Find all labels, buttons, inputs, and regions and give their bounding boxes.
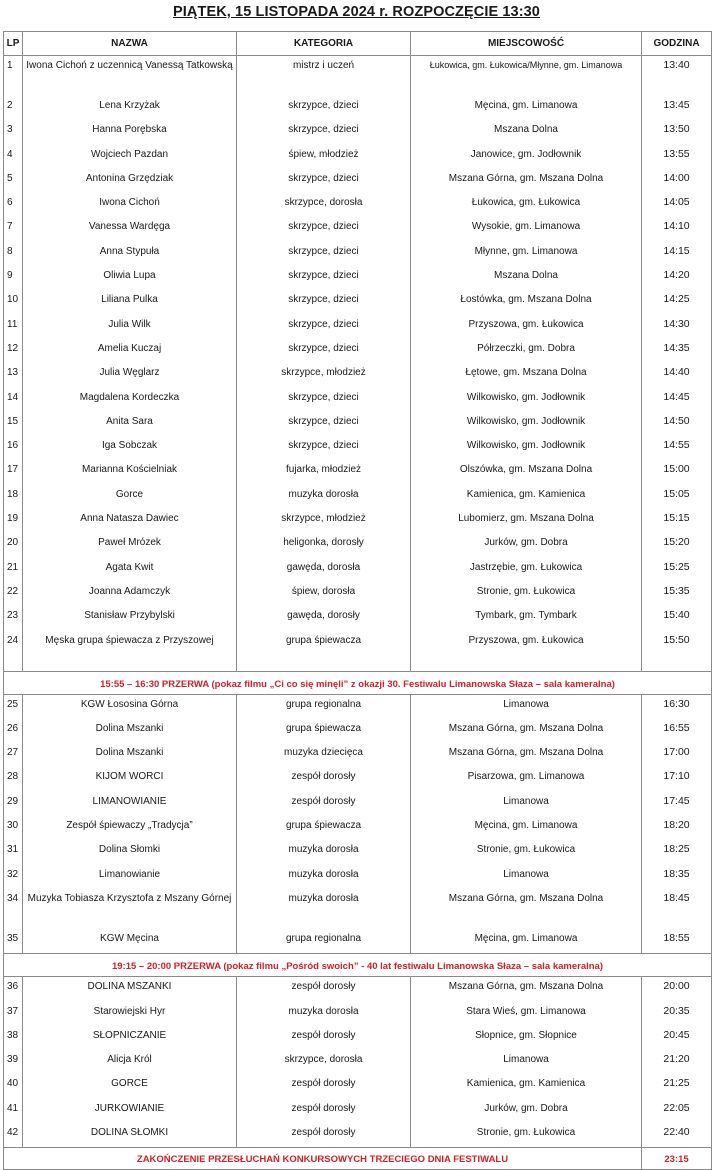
performer-location: Wilkowisko, gm. Jodłownik	[411, 436, 642, 460]
table-row	[4, 56, 712, 97]
performer-name: KIJOM WORCI	[23, 767, 237, 791]
column-header-location: MIEJSCOWOŚĆ	[411, 32, 642, 56]
table-row	[4, 792, 712, 816]
row-number: 6	[4, 193, 23, 217]
table-row	[4, 719, 712, 743]
row-number: 4	[4, 145, 23, 169]
performer-location: Stronie, gm. Łukowica	[411, 582, 642, 606]
performer-category: skrzypce, dzieci	[237, 169, 411, 193]
performance-time: 18:55	[642, 929, 712, 954]
table-row	[4, 1074, 712, 1098]
performer-category: skrzypce, dzieci	[237, 290, 411, 314]
performer-category: zespół dorosły	[237, 977, 411, 1002]
row-number: 25	[4, 694, 23, 719]
table-row	[4, 1123, 712, 1148]
row-number: 13	[4, 363, 23, 387]
performer-location: Pisarzowa, gm. Limanowa	[411, 767, 642, 791]
performer-location: Mszana Górna, gm. Mszana Dolna	[411, 169, 642, 193]
performer-location: Kamienica, gm. Kamienica	[411, 1074, 642, 1098]
performer-location: Stara Wieś, gm. Limanowa	[411, 1002, 642, 1026]
row-number: 20	[4, 533, 23, 557]
performer-name: Anna Natasza Dawiec	[23, 509, 237, 533]
performance-time: 21:25	[642, 1074, 712, 1098]
row-number: 22	[4, 582, 23, 606]
performer-category: muzyka dziecięca	[237, 743, 411, 767]
row-number: 16	[4, 436, 23, 460]
performer-category: zespół dorosły	[237, 1026, 411, 1050]
performance-time: 15:40	[642, 606, 712, 630]
performer-category: zespół dorosły	[237, 1123, 411, 1148]
performer-location: Przyszowa, gm. Łukowica	[411, 315, 642, 339]
performer-name: Oliwia Lupa	[23, 266, 237, 290]
performer-name: Dolina Mszanki	[23, 743, 237, 767]
performer-location: Męcina, gm. Limanowa	[411, 816, 642, 840]
performer-name: Wojciech Pazdan	[23, 145, 237, 169]
row-number: 21	[4, 558, 23, 582]
performer-category: skrzypce, dzieci	[237, 315, 411, 339]
performer-category: skrzypce, dzieci	[237, 339, 411, 363]
performance-time: 21:20	[642, 1050, 712, 1074]
performer-category: mistrz i uczeń	[237, 56, 411, 97]
performer-name: LIMANOWIANIE	[23, 792, 237, 816]
performer-category: skrzypce, dzieci	[237, 436, 411, 460]
performance-time: 15:05	[642, 485, 712, 509]
performance-time: 20:00	[642, 977, 712, 1002]
performer-location: Słopnice, gm. Słopnice	[411, 1026, 642, 1050]
performer-location: Stronie, gm. Łukowica	[411, 840, 642, 864]
performer-name: Iwona Cichoń z uczennicą Vanessą Tatkowską	[23, 56, 237, 97]
table-row	[4, 558, 712, 582]
performer-category: skrzypce, młodzież	[237, 509, 411, 533]
row-number: 31	[4, 840, 23, 864]
performance-time: 13:55	[642, 145, 712, 169]
performer-category: skrzypce, młodzież	[237, 363, 411, 387]
table-row	[4, 929, 712, 954]
table-row	[4, 485, 712, 509]
table-row	[4, 816, 712, 840]
performer-name: KGW Męcina	[23, 929, 237, 954]
performance-time: 14:25	[642, 290, 712, 314]
row-number: 38	[4, 1026, 23, 1050]
performance-time: 22:05	[642, 1099, 712, 1123]
performance-time: 20:45	[642, 1026, 712, 1050]
performer-name: Limanowianie	[23, 865, 237, 889]
performer-location: Półrzeczki, gm. Dobra	[411, 339, 642, 363]
performer-location: Męcina, gm. Limanowa	[411, 96, 642, 120]
performer-category: skrzypce, dzieci	[237, 242, 411, 266]
table-row	[4, 388, 712, 412]
performer-name: Julia Wilk	[23, 315, 237, 339]
performer-name: Lena Krzyżak	[23, 96, 237, 120]
row-number: 42	[4, 1123, 23, 1148]
performer-location: Młynne, gm. Limanowa	[411, 242, 642, 266]
performer-location: Wilkowisko, gm. Jodłownik	[411, 412, 642, 436]
performer-location: Janowice, gm. Jodłownik	[411, 145, 642, 169]
row-number: 17	[4, 460, 23, 484]
performer-location: Łukowica, gm. Łukowica	[411, 193, 642, 217]
performance-time: 18:35	[642, 865, 712, 889]
performer-category: skrzypce, dzieci	[237, 412, 411, 436]
performer-name: Joanna Adamczyk	[23, 582, 237, 606]
performer-location: Mszana Górna, gm. Mszana Dolna	[411, 889, 642, 929]
performer-name: Męska grupa śpiewacza z Przyszowej	[23, 631, 237, 672]
table-row	[4, 767, 712, 791]
table-header-row	[4, 32, 712, 56]
performance-time: 18:25	[642, 840, 712, 864]
performer-name: SŁOPNICZANIE	[23, 1026, 237, 1050]
table-row	[4, 1099, 712, 1123]
performer-category: skrzypce, dorosła	[237, 1050, 411, 1074]
performer-category: grupa śpiewacza	[237, 816, 411, 840]
break-row-2	[4, 954, 712, 977]
performance-time: 15:00	[642, 460, 712, 484]
table-row	[4, 631, 712, 672]
performer-name: Amelia Kuczaj	[23, 339, 237, 363]
table-row	[4, 865, 712, 889]
performance-time: 14:20	[642, 266, 712, 290]
performer-location: Jurków, gm. Dobra	[411, 533, 642, 557]
table-row	[4, 840, 712, 864]
performer-category: muzyka dorosła	[237, 1002, 411, 1026]
row-number: 24	[4, 631, 23, 672]
performer-location: Mszana Górna, gm. Mszana Dolna	[411, 719, 642, 743]
row-number: 7	[4, 217, 23, 241]
performance-time: 15:15	[642, 509, 712, 533]
performer-category: skrzypce, dzieci	[237, 388, 411, 412]
performer-name: Starowiejski Hyr	[23, 1002, 237, 1026]
performer-category: skrzypce, dzieci	[237, 217, 411, 241]
performer-location: Mszana Górna, gm. Mszana Dolna	[411, 977, 642, 1002]
table-row	[4, 606, 712, 630]
performer-category: muzyka dorosła	[237, 865, 411, 889]
performer-name: Muzyka Tobiasza Krzysztofa z Mszany Górnej	[23, 889, 237, 929]
performer-category: heligonka, dorosły	[237, 533, 411, 557]
row-number: 10	[4, 290, 23, 314]
break-text: 15:55 – 16:30 PRZERWA (pokaz filmu „Ci co się minęli” z okazji 30. Festiwalu Limanowska Słaza – sala kameralna)	[4, 671, 712, 694]
performer-location: Łętowe, gm. Mszana Dolna	[411, 363, 642, 387]
row-number: 5	[4, 169, 23, 193]
row-number: 28	[4, 767, 23, 791]
schedule-table	[3, 31, 712, 1170]
performer-category: grupa regionalna	[237, 694, 411, 719]
performer-category: grupa śpiewacza	[237, 719, 411, 743]
performer-name: Alicja Król	[23, 1050, 237, 1074]
table-row	[4, 743, 712, 767]
table-row	[4, 169, 712, 193]
row-number: 27	[4, 743, 23, 767]
performance-time: 13:40	[642, 56, 712, 97]
performer-name: DOLINA SŁOMKI	[23, 1123, 237, 1148]
performer-category: grupa śpiewacza	[237, 631, 411, 672]
performance-time: 14:15	[642, 242, 712, 266]
table-row	[4, 193, 712, 217]
performance-time: 20:35	[642, 1002, 712, 1026]
performer-location: Olszówka, gm. Mszana Dolna	[411, 460, 642, 484]
performer-location: Mszana Dolna	[411, 120, 642, 144]
column-header-time: GODZINA	[642, 32, 712, 56]
performer-location: Jastrzębie, gm. Łukowica	[411, 558, 642, 582]
performer-category: skrzypce, dzieci	[237, 96, 411, 120]
performer-name: JURKOWIANIE	[23, 1099, 237, 1123]
performance-time: 17:10	[642, 767, 712, 791]
table-row	[4, 120, 712, 144]
performer-category: gawęda, dorosła	[237, 558, 411, 582]
performer-category: śpiew, młodzież	[237, 145, 411, 169]
table-row	[4, 315, 712, 339]
performance-time: 14:05	[642, 193, 712, 217]
performer-name: Liliana Pulka	[23, 290, 237, 314]
performer-category: muzyka dorosła	[237, 889, 411, 929]
performer-name: GORCE	[23, 1074, 237, 1098]
row-number: 41	[4, 1099, 23, 1123]
performance-time: 17:00	[642, 743, 712, 767]
performer-location: Przyszowa, gm. Łukowica	[411, 631, 642, 672]
performance-time: 14:00	[642, 169, 712, 193]
performance-time: 22:40	[642, 1123, 712, 1148]
table-row	[4, 339, 712, 363]
performer-name: Paweł Mrózek	[23, 533, 237, 557]
performance-time: 14:30	[642, 315, 712, 339]
row-number: 3	[4, 120, 23, 144]
performer-location: Wysokie, gm. Limanowa	[411, 217, 642, 241]
performer-category: muzyka dorosła	[237, 485, 411, 509]
row-number: 40	[4, 1074, 23, 1098]
row-number: 1	[4, 56, 23, 97]
row-number: 39	[4, 1050, 23, 1074]
performer-category: zespół dorosły	[237, 792, 411, 816]
performer-location: Kamienica, gm. Kamienica	[411, 485, 642, 509]
table-row	[4, 889, 712, 929]
performer-location: Łukowica, gm. Łukowica/Młynne, gm. Limanowa	[411, 56, 642, 97]
performer-name: Marianna Kościelniak	[23, 460, 237, 484]
performer-category: fujarka, młodzież	[237, 460, 411, 484]
row-number: 8	[4, 242, 23, 266]
table-row	[4, 1002, 712, 1026]
performance-time: 15:50	[642, 631, 712, 672]
performance-time: 14:50	[642, 412, 712, 436]
performance-time: 13:50	[642, 120, 712, 144]
table-row	[4, 1026, 712, 1050]
row-number: 12	[4, 339, 23, 363]
table-row	[4, 533, 712, 557]
table-row	[4, 694, 712, 719]
table-row	[4, 96, 712, 120]
performance-time: 17:45	[642, 792, 712, 816]
performer-location: Stronie, gm. Łukowica	[411, 1123, 642, 1148]
performance-time: 15:35	[642, 582, 712, 606]
row-number: 14	[4, 388, 23, 412]
performer-name: Iga Sobczak	[23, 436, 237, 460]
table-row	[4, 266, 712, 290]
performer-location: Łostówka, gm. Mszana Dolna	[411, 290, 642, 314]
performance-time: 14:40	[642, 363, 712, 387]
row-number: 2	[4, 96, 23, 120]
end-time: 23:15	[642, 1148, 712, 1170]
table-row	[4, 460, 712, 484]
table-row	[4, 363, 712, 387]
performer-location: Mszana Dolna	[411, 266, 642, 290]
table-row	[4, 145, 712, 169]
performance-time: 16:55	[642, 719, 712, 743]
performer-category: gawęda, dorosły	[237, 606, 411, 630]
row-number: 35	[4, 929, 23, 954]
end-label: ZAKOŃCZENIE PRZESŁUCHAŃ KONKURSOWYCH TRZECIEGO DNIA FESTIWALU	[4, 1148, 642, 1170]
performer-category: zespół dorosły	[237, 767, 411, 791]
row-number: 26	[4, 719, 23, 743]
table-row	[4, 582, 712, 606]
performance-time: 16:30	[642, 694, 712, 719]
performer-name: Dolina Słomki	[23, 840, 237, 864]
performer-location: Limanowa	[411, 792, 642, 816]
performer-name: Anita Sara	[23, 412, 237, 436]
performer-name: Anna Stypuła	[23, 242, 237, 266]
performer-name: Agata Kwit	[23, 558, 237, 582]
row-number: 30	[4, 816, 23, 840]
row-number: 29	[4, 792, 23, 816]
row-number: 15	[4, 412, 23, 436]
performer-name: Julia Węglarz	[23, 363, 237, 387]
row-number: 37	[4, 1002, 23, 1026]
performer-category: skrzypce, dzieci	[237, 120, 411, 144]
performer-name: Antonina Grzędziak	[23, 169, 237, 193]
row-number: 34	[4, 889, 23, 929]
row-number: 11	[4, 315, 23, 339]
performer-name: Stanisław Przybylski	[23, 606, 237, 630]
performer-category: grupa regionalna	[237, 929, 411, 954]
performance-time: 14:55	[642, 436, 712, 460]
row-number: 9	[4, 266, 23, 290]
performer-name: Hanna Porębska	[23, 120, 237, 144]
performance-time: 15:20	[642, 533, 712, 557]
performance-time: 15:25	[642, 558, 712, 582]
performance-time: 14:35	[642, 339, 712, 363]
performer-name: Zespół śpiewaczy „Tradycja”	[23, 816, 237, 840]
table-row	[4, 242, 712, 266]
performance-time: 18:20	[642, 816, 712, 840]
performer-location: Męcina, gm. Limanowa	[411, 929, 642, 954]
performer-name: DOLINA MSZANKI	[23, 977, 237, 1002]
performer-category: skrzypce, dorosła	[237, 193, 411, 217]
row-number: 19	[4, 509, 23, 533]
end-row	[4, 1148, 712, 1170]
row-number: 36	[4, 977, 23, 1002]
performer-name: Dolina Mszanki	[23, 719, 237, 743]
break-text: 19:15 – 20:00 PRZERWA (pokaz filmu „Pośród swoich” - 40 lat festiwalu Limanowska Słaza – sala kameralna)	[4, 954, 712, 977]
schedule-body	[4, 56, 712, 1170]
performer-name: Iwona Cichoń	[23, 193, 237, 217]
performer-location: Tymbark, gm. Tymbark	[411, 606, 642, 630]
performer-location: Mszana Górna, gm. Mszana Dolna	[411, 743, 642, 767]
performer-category: muzyka dorosła	[237, 840, 411, 864]
performer-location: Limanowa	[411, 865, 642, 889]
performer-name: Magdalena Kordeczka	[23, 388, 237, 412]
table-row	[4, 412, 712, 436]
table-row	[4, 217, 712, 241]
performer-location: Lubomierz, gm. Mszana Dolna	[411, 509, 642, 533]
page-title: PIĄTEK, 15 LISTOPADA 2024 r. ROZPOCZĘCIE 13:30	[173, 4, 540, 20]
table-row	[4, 290, 712, 314]
table-row	[4, 1050, 712, 1074]
row-number: 18	[4, 485, 23, 509]
table-row	[4, 509, 712, 533]
table-row	[4, 977, 712, 1002]
performer-location: Wilkowisko, gm. Jodłownik	[411, 388, 642, 412]
performer-category: zespół dorosły	[237, 1099, 411, 1123]
performer-category: zespół dorosły	[237, 1074, 411, 1098]
row-number: 32	[4, 865, 23, 889]
performer-category: śpiew, dorosła	[237, 582, 411, 606]
performance-time: 18:45	[642, 889, 712, 929]
performer-location: Limanowa	[411, 1050, 642, 1074]
row-number: 23	[4, 606, 23, 630]
column-header-category: KATEGORIA	[237, 32, 411, 56]
performance-time: 14:45	[642, 388, 712, 412]
column-header-lp: LP	[4, 32, 23, 56]
performer-location: Jurków, gm. Dobra	[411, 1099, 642, 1123]
table-row	[4, 436, 712, 460]
break-row-1	[4, 671, 712, 694]
performer-location: Limanowa	[411, 694, 642, 719]
performer-name: Gorce	[23, 485, 237, 509]
performer-name: Vanessa Wardęga	[23, 217, 237, 241]
performer-category: skrzypce, dzieci	[237, 266, 411, 290]
performer-name: KGW Łososina Górna	[23, 694, 237, 719]
performance-time: 13:45	[642, 96, 712, 120]
performance-time: 14:10	[642, 217, 712, 241]
column-header-name: NAZWA	[23, 32, 237, 56]
